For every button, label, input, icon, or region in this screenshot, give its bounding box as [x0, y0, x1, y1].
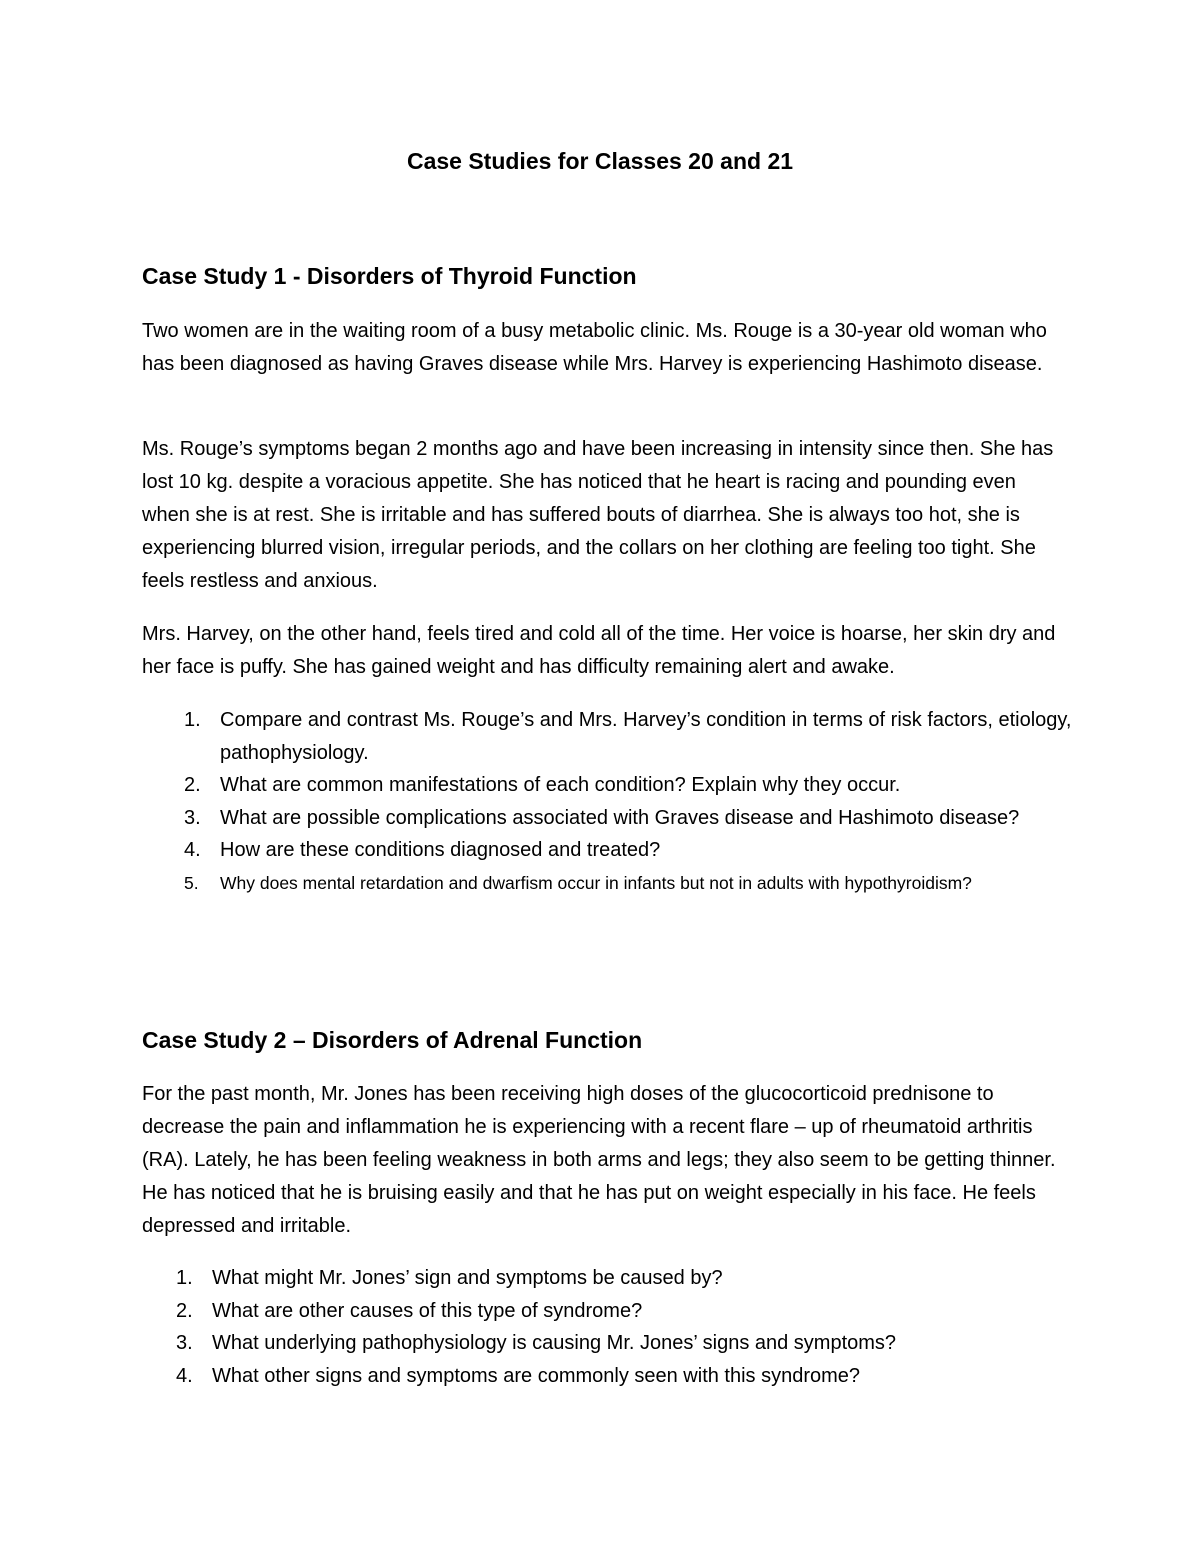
question-item — [142, 1262, 1072, 1295]
case-study-1-heading: Case Study 1 - Disorders of Thyroid Function — [142, 263, 637, 289]
question-item — [142, 802, 1072, 835]
question-number: 1. — [176, 1267, 193, 1289]
question-number: 3. — [176, 1332, 193, 1354]
question-text: Why does mental retardation and dwarfism occur in infants but not in adults with hypothyroidism? — [220, 872, 972, 893]
question-item — [142, 769, 1072, 802]
case-study-2-questions — [142, 1262, 1072, 1392]
case-study-1-paragraph-1: Two women are in the waiting room of a busy metabolic clinic. Ms. Rouge is a 30-year old woman who has been diagnosed as having Graves disease while Mrs. Harvey is experiencing Hashimoto disease. — [142, 320, 1047, 375]
question-text: What are possible complications associated with Graves disease and Hashimoto disease? — [220, 806, 1020, 829]
question-item — [142, 1295, 1072, 1328]
question-number: 3. — [184, 806, 201, 829]
question-item — [142, 1327, 1072, 1360]
question-number: 2. — [176, 1299, 193, 1322]
question-number: 2. — [184, 774, 201, 796]
question-text: What other signs and symptoms are commonly seen with this syndrome? — [212, 1364, 861, 1387]
question-number: 4. — [176, 1364, 193, 1387]
case-study-1-paragraph-2: Ms. Rouge’s symptoms began 2 months ago and have been increasing in intensity since then. She has lost 10 kg. despite a voracious appetite. She has noticed that he heart is racing and pounding even when she is at rest. She is irritable and has suffered bouts of diarrhea. She is always too hot, she is experiencing blurred vision, irregular periods, and the collars on her clothing are feeling too tight. She feels restless and anxious. — [142, 438, 1054, 592]
question-text: How are these conditions diagnosed and treated? — [220, 839, 661, 861]
question-text: Compare and contrast Ms. Rouge’s and Mrs. Harvey’s condition in terms of risk factors, etiology, pathophysiology. — [220, 709, 1072, 764]
case-study-2-heading: Case Study 2 – Disorders of Adrenal Function — [142, 1027, 643, 1053]
question-number: 4. — [184, 839, 201, 861]
question-text: What are other causes of this type of syndrome? — [212, 1299, 643, 1322]
question-number: 5. — [184, 872, 199, 893]
case-study-2-paragraph-1: For the past month, Mr. Jones has been receiving high doses of the glucocorticoid prednisone to decrease the pain and inflammation he is experiencing with a recent flare – up of rheumatoid arthritis (RA). Lately, he has been feeling weakness in both arms and legs; they also seem to be getting thinner. He has noticed that he is bruising easily and that he has put on weight especially in his face. He feels depressed and irritable. — [142, 1083, 1056, 1237]
question-item — [142, 834, 1072, 867]
question-text: What underlying pathophysiology is causing Mr. Jones’ signs and symptoms? — [212, 1332, 897, 1354]
page-title: Case Studies for Classes 20 and 21 — [406, 148, 794, 174]
question-item — [142, 704, 1072, 769]
question-text: What might Mr. Jones’ sign and symptoms be caused by? — [212, 1267, 723, 1289]
case-study-1-paragraph-3: Mrs. Harvey, on the other hand, feels tired and cold all of the time. Her voice is hoarse, her skin dry and her face is puffy. She has gained weight and has difficulty remaining alert and awake. — [142, 623, 1056, 678]
question-item — [142, 1360, 1072, 1393]
case-study-1-questions — [142, 704, 1072, 899]
question-text: What are common manifestations of each condition? Explain why they occur. — [220, 774, 901, 796]
question-item — [142, 867, 1072, 900]
question-number: 1. — [184, 709, 201, 731]
